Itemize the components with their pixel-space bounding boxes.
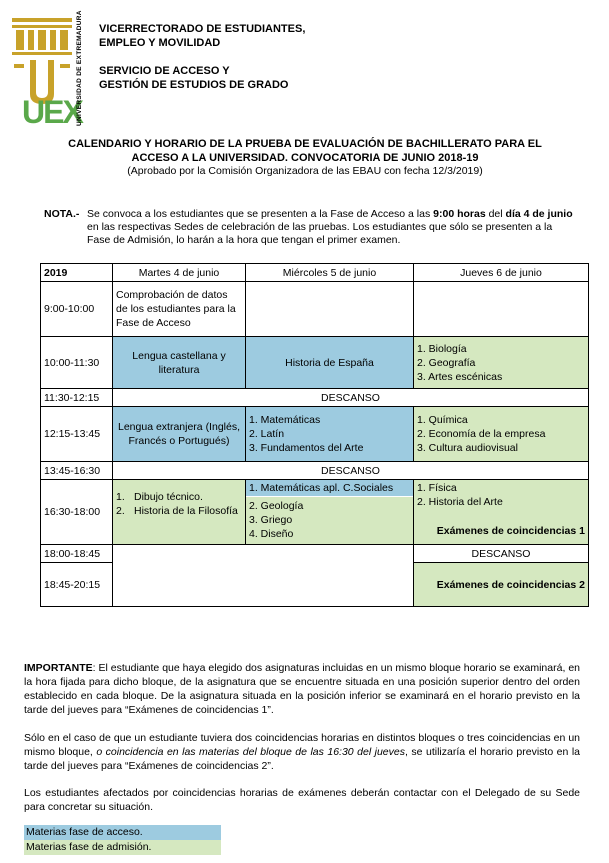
header-year: 2019 <box>41 264 113 282</box>
nota-text <box>87 208 574 247</box>
table-row <box>41 480 589 545</box>
table-row-break <box>41 462 589 480</box>
subject-item: 3. Cultura audiovisual <box>417 442 518 454</box>
subject-item: 1. Biología <box>417 342 467 355</box>
subject-item <box>116 490 242 504</box>
legend-admision: Materias fase de admisión. <box>24 840 221 855</box>
subject-item: 3. Griego <box>249 514 293 526</box>
nota-text-e: en las respectivas Sedes de celebración de las pruebas. Los estudiantes que sólo se presenten a la Fase de Admisión, lo harán a la hora que tengan el primer examen. <box>87 221 553 246</box>
importante-text: : El estudiante que haya elegido dos asignaturas incluidas en un mismo bloque horario se examinará, en la hora fijada para dicho bloque, de la asignatura que se encuentre situada en una posición superior dentro del orden establecido en cada bloque. De la asignatura situada en la posición inferior se examinará en el horario previsto en la tarde del jueves para “Exámenes de coincidencias 1”. <box>24 662 580 716</box>
nota-block <box>44 208 574 247</box>
coincidencias-1: Exámenes de coincidencias 1 <box>436 525 585 537</box>
time-cell: 10:00-11:30 <box>41 337 113 389</box>
page-title <box>30 137 580 165</box>
header-line-4: GESTIÓN DE ESTUDIOS DE GRADO <box>99 79 289 91</box>
table-row <box>41 282 589 337</box>
importante-p3: Los estudiantes afectados por coincidencias horarias de exámenes deberán contactar con el Delegado de su Sede para concretar su situación. <box>24 787 580 813</box>
break-cell: DESCANSO <box>414 545 589 563</box>
break-cell: DESCANSO <box>113 462 589 480</box>
time-cell: 9:00-10:00 <box>41 282 113 337</box>
table-header-row <box>41 264 589 282</box>
logo-letters <box>22 96 82 128</box>
subject-item: 1. Matemáticas <box>249 414 321 426</box>
cell-thu <box>414 480 589 545</box>
header-line-2: EMPLEO Y MOVILIDAD <box>99 37 221 49</box>
time-cell: 12:15-13:45 <box>41 407 113 462</box>
subject-item-acceso: 1. Matemáticas apl. C.Sociales <box>246 480 413 497</box>
logo-vertical-text <box>76 10 83 126</box>
item-number: 2. <box>116 505 125 517</box>
item-number: 1. <box>116 491 125 503</box>
table-row <box>41 407 589 462</box>
cell-tue: Comprobación de datos de los estudiantes para la Fase de Acceso <box>113 282 246 337</box>
table-row-break <box>41 389 589 407</box>
nota-time: 9:00 horas <box>433 208 486 220</box>
header-line-3: SERVICIO DE ACCESO Y <box>99 65 230 77</box>
title-line-2: ACCESO A LA UNIVERSIDAD. CONVOCATORIA DE JUNIO 2018-19 <box>131 152 479 164</box>
cell-thu-empty <box>414 282 589 337</box>
cell-wed: Historia de España <box>246 337 414 389</box>
cell-tue <box>113 480 246 545</box>
importante-p2 <box>24 731 580 773</box>
time-cell: 18:00-18:45 <box>41 545 113 563</box>
subject-item: 2. Geología <box>249 500 304 512</box>
cell-wed <box>246 407 414 462</box>
header-block <box>99 22 305 92</box>
nota-date: día 4 de junio <box>505 208 573 220</box>
header-thursday: Jueves 6 de junio <box>414 264 589 282</box>
empty-cell <box>113 545 414 607</box>
legend-acceso: Materias fase de acceso. <box>24 825 221 840</box>
importante-label: IMPORTANTE <box>24 662 93 674</box>
subject-item: 2. Economía de la empresa <box>417 428 546 440</box>
item-text: Dibujo técnico. <box>134 491 203 503</box>
subject-item: 1. Química <box>417 414 468 426</box>
break-cell: DESCANSO <box>113 389 589 407</box>
p2-text-a: Sólo en el caso de que un estudiante tuviera dos coincidencias horarias en distintos bloques o tres coincidencias en un mismo bloque, <box>24 732 580 758</box>
schedule-table <box>40 263 589 607</box>
cell-tue: Lengua extranjera (Inglés, Francés o Portugués) <box>113 407 246 462</box>
header-line-1: VICERRECTORADO DE ESTUDIANTES, <box>99 23 306 35</box>
subject-item <box>116 504 242 518</box>
subject-item: 2. Historia del Arte <box>417 496 503 508</box>
cell-tue: Lengua castellana y literatura <box>113 337 246 389</box>
table-row <box>41 545 589 563</box>
p2-text-c: , se utilizaría el horario previsto en la tarde del jueves para “Exámenes de coincidencias 2”. <box>24 746 580 772</box>
subject-item: 2. Geografía <box>417 356 476 369</box>
cell-thu <box>414 337 589 389</box>
cell-thu <box>414 407 589 462</box>
nota-label: NOTA.- <box>44 208 80 220</box>
logo-text: UEX <box>22 94 82 130</box>
wed-list <box>246 497 413 541</box>
subject-item: 4. Diseño <box>249 528 294 540</box>
nota-text-a: Se convoca a los estudiantes que se presenten a la Fase de Acceso a las <box>87 208 434 220</box>
title-line-1: CALENDARIO Y HORARIO DE LA PRUEBA DE EVALUACIÓN DE BACHILLERATO PARA EL <box>68 138 542 150</box>
item-text: Historia de la Filosofía <box>134 505 238 517</box>
importante-p1 <box>24 661 580 717</box>
cell-wed <box>246 480 414 545</box>
logo-vertical-label: UNIVERSIDAD DE EXTREMADURA <box>76 10 83 126</box>
header-tuesday: Martes 4 de junio <box>113 264 246 282</box>
nota-text-c: del <box>485 208 506 220</box>
subject-item: 1. Física <box>417 482 457 494</box>
p2-italic: o coincidencia en las materias del bloque de las 16:30 del jueves <box>96 746 405 758</box>
cell-wed-empty <box>246 282 414 337</box>
time-cell: 13:45-16:30 <box>41 462 113 480</box>
table-row <box>41 337 589 389</box>
header-wednesday: Miércoles 5 de junio <box>246 264 414 282</box>
subject-item: 2. Latín <box>249 428 285 440</box>
time-cell: 18:45-20:15 <box>41 563 113 607</box>
time-cell: 16:30-18:00 <box>41 480 113 545</box>
time-cell: 11:30-12:15 <box>41 389 113 407</box>
title-subtitle: (Aprobado por la Comisión Organizadora de las EBAU con fecha 12/3/2019) <box>127 165 483 177</box>
subject-item: 3. Artes escénicas <box>417 370 503 383</box>
coincidencias-2: Exámenes de coincidencias 2 <box>414 563 589 607</box>
subject-item: 3. Fundamentos del Arte <box>249 442 364 454</box>
